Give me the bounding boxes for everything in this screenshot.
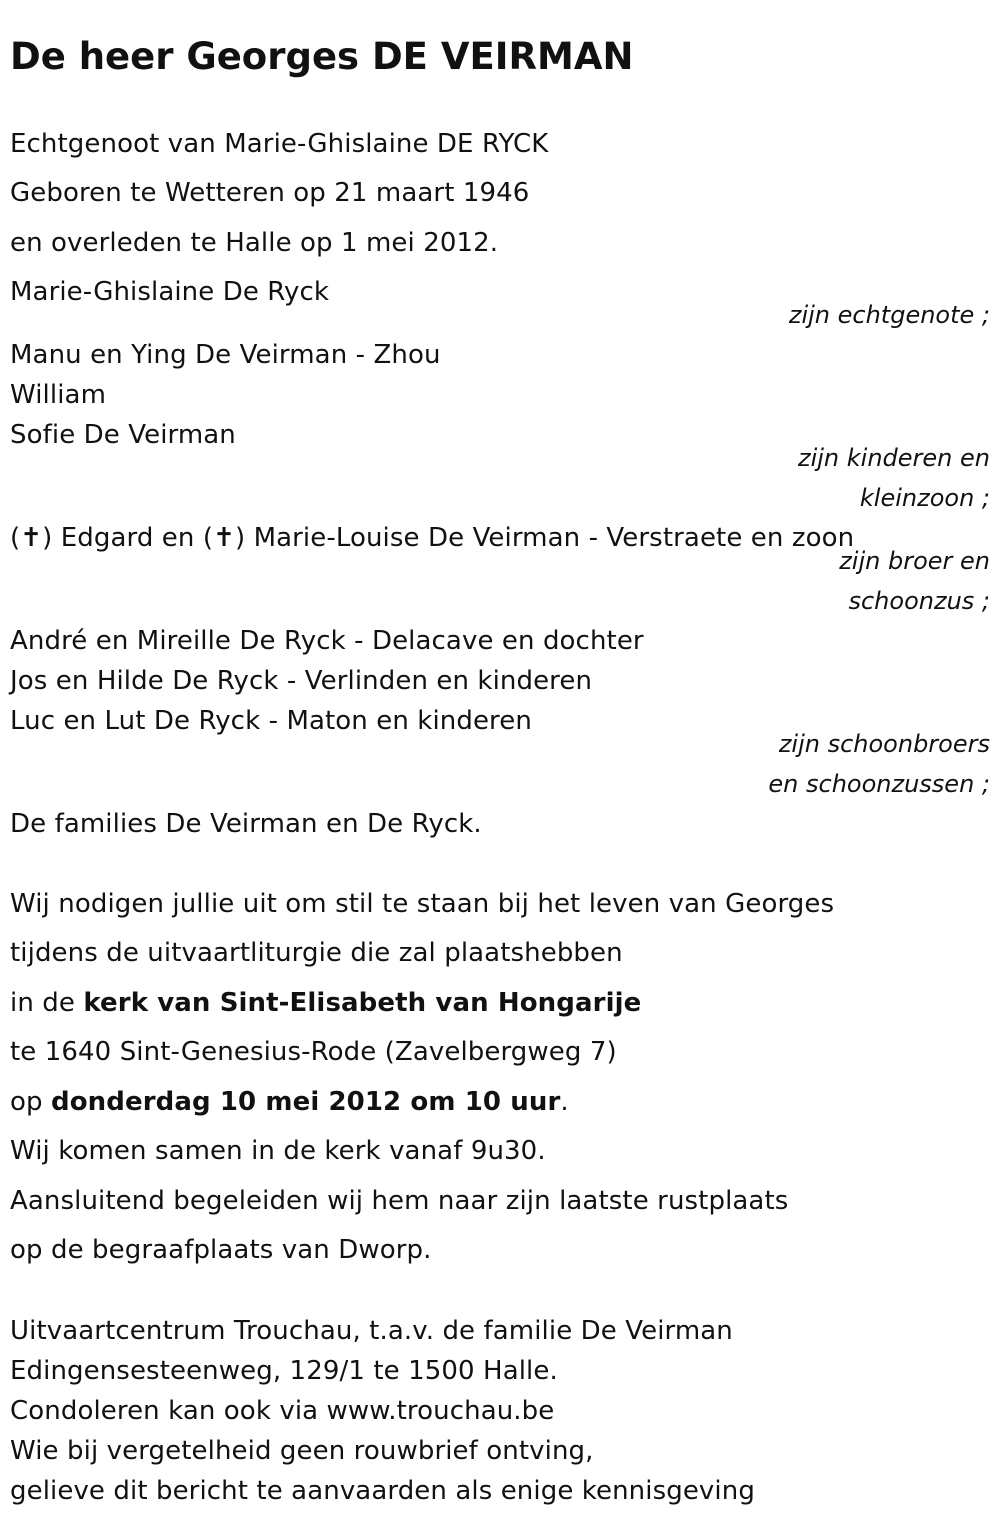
inlaws-relation-line-2: en schoonzussen ; [768, 770, 990, 798]
born-line: Geboren te Wetteren op 21 maart 1946 [10, 178, 530, 208]
children-relation-line-1: zijn kinderen en [798, 444, 990, 472]
spouse-relation: zijn echtgenote ; [788, 301, 990, 329]
invite-line-2: tijdens de uitvaartliturgie die zal plaatshebben [10, 938, 623, 968]
invite-line-1: Wij nodigen jullie uit om stil te staan bij het leven van Georges [10, 889, 835, 919]
date-time: donderdag 10 mei 2012 om 10 uur [50, 1087, 561, 1117]
child-item-2: William [10, 380, 106, 410]
spouse-name: Marie-Ghislaine De Ryck [10, 277, 330, 307]
contact-line-5: gelieve dit bericht te aanvaarden als enige kennisgeving [10, 1476, 755, 1506]
church-address: te 1640 Sint-Genesius-Rode (Zavelbergweg 7) [10, 1037, 617, 1067]
sibling-relation-line-2: schoonzus ; [848, 587, 990, 615]
page-title: De heer Georges DE VEIRMAN [10, 35, 634, 78]
died-line: en overleden te Halle op 1 mei 2012. [10, 228, 499, 258]
sibling-line: (✝) Edgard en (✝) Marie-Louise De Veirman - Verstraete en zoon [10, 523, 855, 553]
ceremony-date [10, 1086, 569, 1118]
contact-line-4: Wie bij vergetelheid geen rouwbrief ontving, [10, 1436, 594, 1466]
families-line: De families De Veirman en De Ryck. [10, 809, 482, 839]
date-prefix: op [10, 1087, 51, 1117]
contact-line-2: Edingensesteenweg, 129/1 te 1500 Halle. [10, 1356, 558, 1386]
ceremony-place [10, 987, 641, 1019]
burial-line-1: Aansluitend begeleiden wij hem naar zijn laatste rustplaats [10, 1186, 789, 1216]
church-name: kerk van Sint-Elisabeth van Hongarije [83, 988, 642, 1018]
place-prefix: in de [10, 988, 84, 1018]
date-suffix: . [560, 1087, 569, 1117]
inlaw-item-2: Jos en Hilde De Ryck - Verlinden en kinderen [10, 666, 593, 696]
inlaws-relation-line-1: zijn schoonbroers [778, 730, 990, 758]
inlaw-item-1: André en Mireille De Ryck - Delacave en dochter [10, 626, 644, 656]
gathering-line: Wij komen samen in de kerk vanaf 9u30. [10, 1136, 546, 1166]
spouse-line: Echtgenoot van Marie-Ghislaine DE RYCK [10, 129, 549, 159]
child-item-1: Manu en Ying De Veirman - Zhou [10, 340, 441, 370]
inlaw-item-3: Luc en Lut De Ryck - Maton en kinderen [10, 706, 532, 736]
contact-line-3: Condoleren kan ook via www.trouchau.be [10, 1396, 555, 1426]
contact-line-1: Uitvaartcentrum Trouchau, t.a.v. de familie De Veirman [10, 1316, 733, 1346]
child-item-3: Sofie De Veirman [10, 420, 236, 450]
children-relation-line-2: kleinzoon ; [859, 484, 990, 512]
burial-line-2: op de begraafplaats van Dworp. [10, 1235, 432, 1265]
sibling-relation-line-1: zijn broer en [839, 547, 990, 575]
